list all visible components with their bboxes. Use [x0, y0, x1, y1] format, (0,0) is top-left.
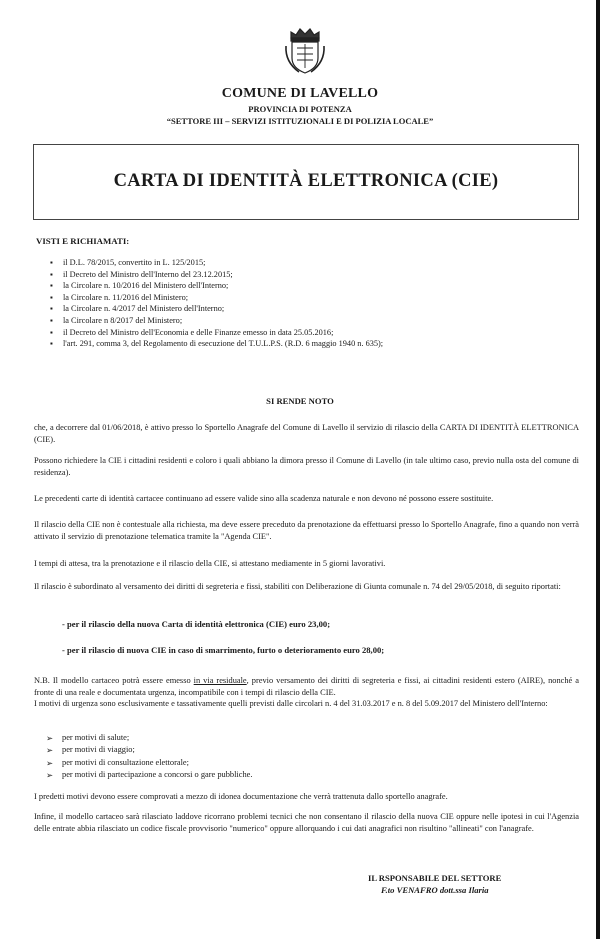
- paragraph-precedenti: Le precedenti carte di identità cartacee continuano ad essere valide sino alla scadenza naturale e non devono né possono essere sostituite.: [34, 494, 494, 503]
- list-item: ➢ per motivi di viaggio;: [46, 744, 252, 756]
- provincia-name: PROVINCIA DI POTENZA: [248, 104, 352, 114]
- title-box: [33, 144, 579, 220]
- list-item: ▪ il Decreto del Ministro dell'Interno del 23.12.2015;: [50, 269, 383, 281]
- nb-underlined: in via residuale: [193, 676, 247, 685]
- list-item: ➢ per motivi di consultazione elettorale;: [46, 757, 252, 769]
- comune-name: COMUNE DI LAVELLO: [221, 86, 379, 101]
- fee-new-cie: - per il rilascio della nuova Carta di identità elettronica (CIE) euro 23,00;: [62, 619, 331, 629]
- visti-list: [50, 257, 383, 350]
- list-item: ▪ il Decreto del Ministro dell'Economia e delle Finanze emesso in data 25.05.2016;: [50, 327, 383, 339]
- visti-heading: VISTI E RICHIAMATI:: [36, 236, 130, 246]
- motivi-list: [46, 732, 252, 781]
- signature-role: IL RSPONSABILE DEL SETTORE: [368, 873, 502, 883]
- nb-text-end: , previo versamento dei diritti di segreteria e fissi, ai cittadini residenti estero (AIRE), nonché a fronte di una reale e documentata urgenza, incompatibile con i tempi di rilascio della CIE.: [34, 676, 579, 697]
- scan-edge-divider: [596, 0, 600, 939]
- paragraph-decorrenza: che, a decorrere dal 01/06/2018, è attivo presso lo Sportello Anagrafe del Comune di Lavello il servizio di rilascio della CARTA DI IDENTITÀ ELETTRONICA (CIE).: [34, 423, 579, 444]
- paragraph-richiedenti: Possono richiedere la CIE i cittadini residenti e coloro i quali abbiano la dimora presso il Comune di Lavello (in tale ultimo caso, previo nulla osta del comune di residenza).: [34, 456, 579, 477]
- signature-name: F.to VENAFRO dott.ssa Ilaria: [381, 885, 489, 895]
- paragraph-diritti: Il rilascio è subordinato al versamento dei diritti di segreteria e fissi, stabiliti con Deliberazione di Giunta comunale n. 74 del 29/05/2018, di seguito riportati:: [34, 582, 561, 591]
- paragraph-infine: Infine, il modello cartaceo sarà rilasciato laddove ricorrano problemi tecnici che non consentano il rilascio della nuova CIE oppure nelle ipotesi in cui l'Agenzia delle entrate abbia rilasciato un codice fiscale provvisorio "numerico" oppure allorquando i cui dati anagrafici non risultino "allineati" con l'anagrafe.: [34, 812, 579, 833]
- list-item: ▪ la Circolare n. 11/2016 del Ministero;: [50, 292, 383, 304]
- list-item: ▪ l'art. 291, comma 3, del Regolamento di esecuzione del T.U.L.P.S. (R.D. 6 maggio 1940 n. 635);: [50, 338, 383, 350]
- motivi-intro: I motivi di urgenza sono esclusivamente e tassativamente quelli previsti dalle circolari n. 4 del 31.03.2017 e n. 8 del 5.09.2017 del Ministero dell'Interno:: [34, 699, 548, 708]
- fee-lost-cie: - per il rilascio di nuova CIE in caso di smarrimento, furto o deterioramento euro 28,00;: [62, 645, 385, 655]
- settore-name: “SETTORE III – SERVIZI ISTITUZIONALI E DI POLIZIA LOCALE”: [166, 116, 434, 126]
- list-item: ▪ il D.L. 78/2015, convertito in L. 125/2015;: [50, 257, 383, 269]
- paragraph-prenotazione: Il rilascio della CIE non è contestuale alla richiesta, ma deve essere preceduto da prenotazione da effettuarsi presso lo Sportello Anagrafe, fino a quando non verrà attivato il servizio di prenotazione telematica tramite la "Agenda CIE".: [34, 520, 579, 541]
- municipal-crest-icon: [283, 26, 327, 76]
- paragraph-tempi: I tempi di attesa, tra la prenotazione e il rilascio della CIE, si attestano mediamente in 5 giorni lavorativi.: [34, 559, 386, 568]
- list-item: ➢ per motivi di salute;: [46, 732, 252, 744]
- list-item: ▪ la Circolare n. 10/2016 del Ministero dell'Interno;: [50, 280, 383, 292]
- nb-paragraph: [34, 675, 579, 698]
- list-item: ▪ la Circolare n 8/2017 del Ministero;: [50, 315, 383, 327]
- nb-text-start: N.B. Il modello cartaceo potrà essere emesso: [34, 676, 194, 685]
- paragraph-comprovati: I predetti motivi devono essere comprovati a mezzo di idonea documentazione che verrà trattenuta dallo sportello anagrafe.: [34, 792, 448, 801]
- list-item: ▪ la Circolare n. 4/2017 del Ministero dell'Interno;: [50, 303, 383, 315]
- rende-noto-heading: SI RENDE NOTO: [266, 396, 334, 406]
- document-title: CARTA DI IDENTITÀ ELETTRONICA (CIE): [113, 171, 499, 191]
- list-item: ➢ per motivi di partecipazione a concorsi o gare pubbliche.: [46, 769, 252, 781]
